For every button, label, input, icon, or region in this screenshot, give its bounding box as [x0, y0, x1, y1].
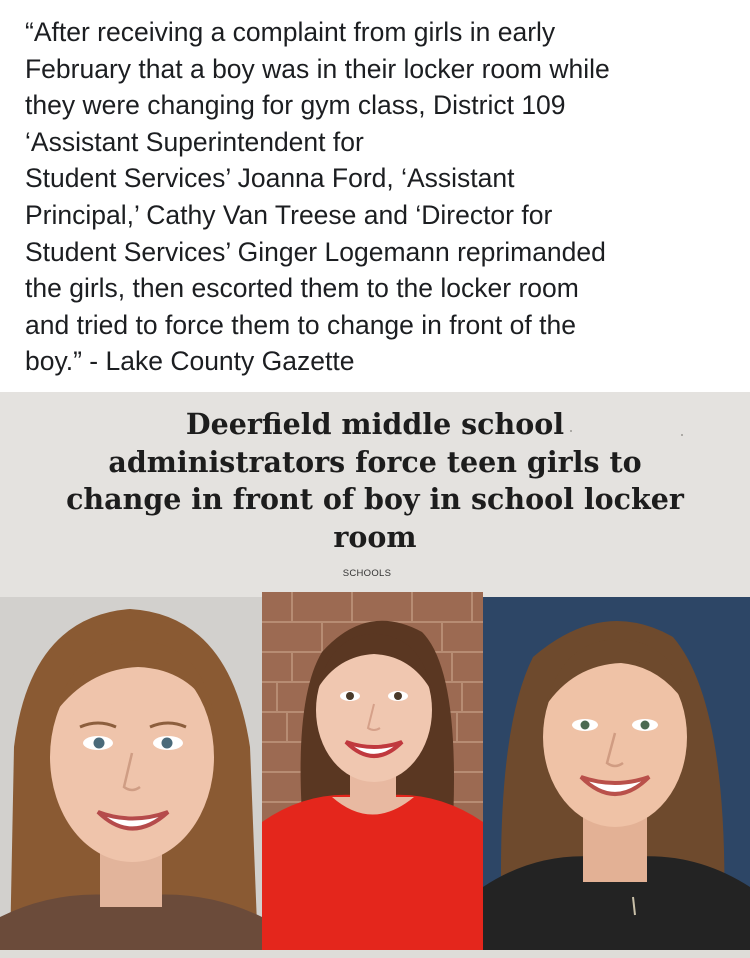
right-iris: [162, 738, 173, 749]
left-iris: [346, 692, 354, 700]
headline-line: administrators force teen girls to: [108, 444, 642, 479]
left-iris: [94, 738, 105, 749]
quote-block: [0, 0, 750, 392]
portrait-photo-right: [483, 597, 750, 950]
left-iris: [581, 721, 590, 730]
article-screenshot[interactable]: [0, 392, 750, 958]
quote-line: Principal,’ Cathy Van Treese and ‘Director for: [25, 199, 553, 230]
headline-line: room: [333, 519, 417, 554]
portrait-photo-icon: [262, 592, 483, 950]
quote-line: boy.” - Lake County Gazette: [25, 346, 355, 377]
headline-line: Deerfield middle school: [185, 407, 565, 441]
portrait-photo-icon: [483, 597, 750, 950]
right-iris: [641, 721, 650, 730]
portrait-photo-icon: [0, 597, 262, 950]
bottom-edge: [0, 950, 750, 958]
right-iris: [394, 692, 402, 700]
screen-speck: [570, 430, 572, 432]
quote-line: Student Services’ Joanna Ford, ‘Assistant: [25, 163, 515, 194]
article-headline: [0, 406, 750, 556]
headline-line: change in front of boy in school locker: [66, 482, 684, 516]
portrait-photo-center: [262, 592, 483, 950]
quote-line: they were changing for gym class, District 109: [25, 90, 566, 121]
quote-line: “After receiving a complaint from girls in early: [25, 17, 556, 47]
quote-line: and tried to force them to change in front of the: [25, 309, 576, 340]
quote-text: [25, 14, 740, 380]
shoulders: [262, 795, 483, 950]
quote-line: the girls, then escorted them to the locker room: [25, 273, 579, 304]
portrait-photo-left: [0, 597, 262, 950]
quote-line: ‘Assistant Superintendent for: [25, 126, 364, 157]
quote-line: February that a boy was in their locker room while: [25, 53, 610, 84]
screen-speck: [681, 434, 683, 436]
quote-line: Student Services’ Ginger Logemann reprimanded: [25, 236, 606, 267]
section-label: SCHOOLS: [342, 568, 392, 579]
